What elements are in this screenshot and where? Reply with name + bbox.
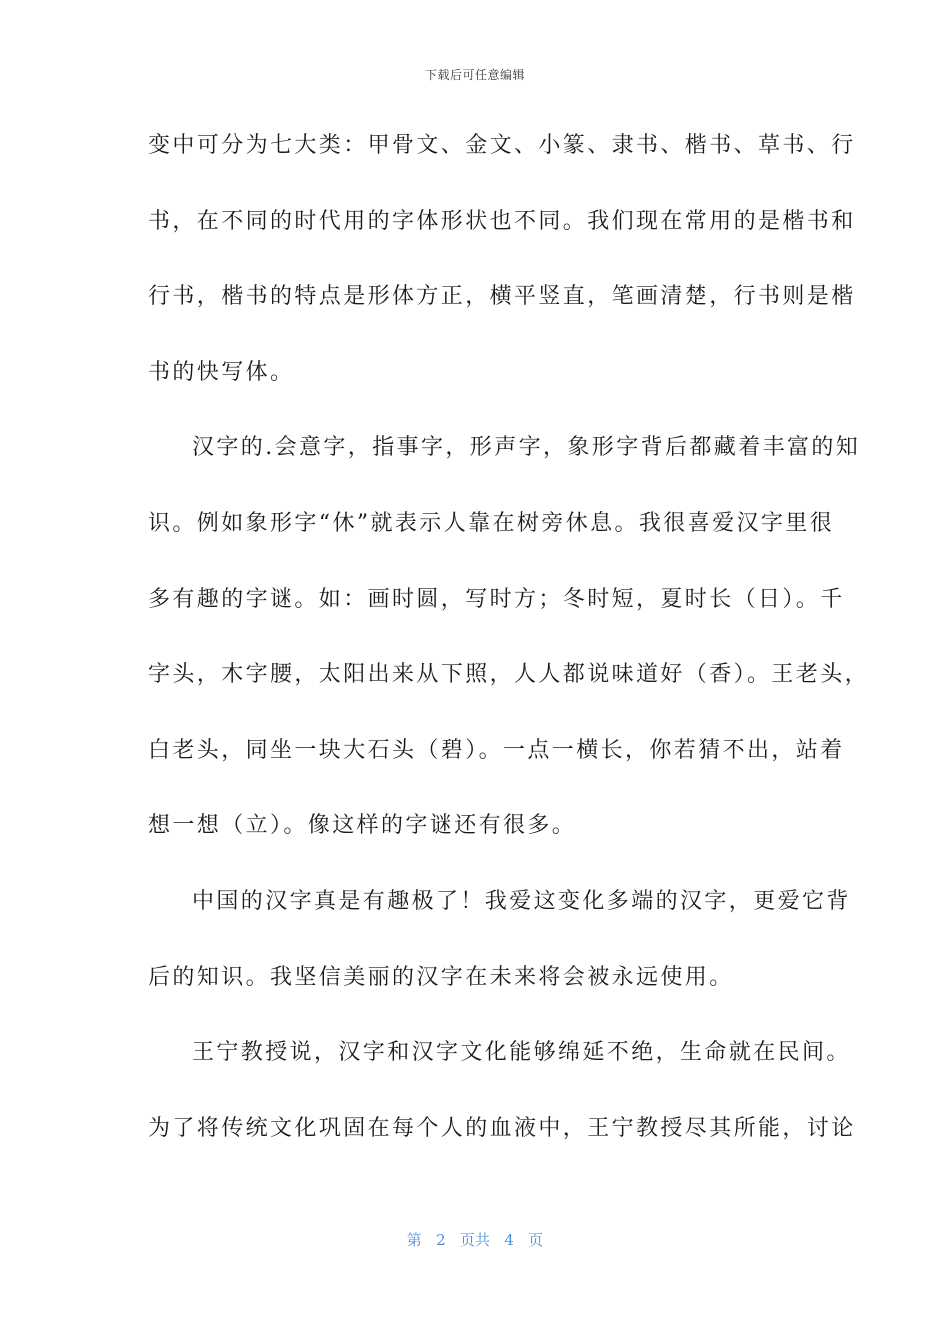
page-label-mid: 页共 — [459, 1231, 490, 1249]
page-label-prefix: 第 — [406, 1231, 422, 1249]
page-total: 4 — [504, 1231, 514, 1249]
body-line: 字头，木字腰，太阳出来从下照，人人都说味道好（香）。王老头， — [148, 662, 870, 688]
body-line: 中国的汉字真是有趣极了！我爱这变化多端的汉字，更爱它背 — [192, 888, 851, 914]
page-label-suffix: 页 — [528, 1231, 544, 1249]
body-line: 白老头，同坐一块大石头（碧）。一点一横长，你若猜不出，站着 — [148, 737, 845, 763]
body-line: 想一想（立）。像这样的字谜还有很多。 — [148, 813, 577, 839]
document-body — [148, 126, 870, 1184]
body-line: 汉字的.会意字，指事字，形声字，象形字背后都藏着丰富的知 — [192, 435, 861, 461]
body-line: 王宁教授说，汉字和汉字文化能够绵延不绝，生命就在民间。 — [192, 1040, 851, 1066]
body-line: 变中可分为七大类：甲骨文、金文、小篆、隶书、楷书、草书、行 — [148, 133, 856, 158]
body-line: 书的快写体。 — [148, 359, 295, 385]
body-line: 行书，楷书的特点是形体方正，横平竖直，笔画清楚，行书则是楷 — [148, 284, 856, 310]
body-line: 为了将传统文化巩固在每个人的血液中，王宁教授尽其所能，讨论 — [148, 1115, 856, 1141]
page-header: 下载后可任意编辑 — [424, 68, 525, 82]
body-line: 后的知识。我坚信美丽的汉字在未来将会被永远使用。 — [148, 964, 734, 990]
page-footer — [0, 1229, 950, 1250]
body-line: 书，在不同的时代用的字体形状也不同。我们现在常用的是楷书和 — [148, 208, 856, 234]
page-current: 2 — [436, 1231, 446, 1249]
body-line: 识。例如象形字“休”就表示人靠在树旁休息。我很喜爱汉字里很 — [148, 510, 835, 536]
body-line: 多有趣的字谜。如：画时圆，写时方；冬时短，夏时长（日）。千 — [148, 586, 845, 612]
